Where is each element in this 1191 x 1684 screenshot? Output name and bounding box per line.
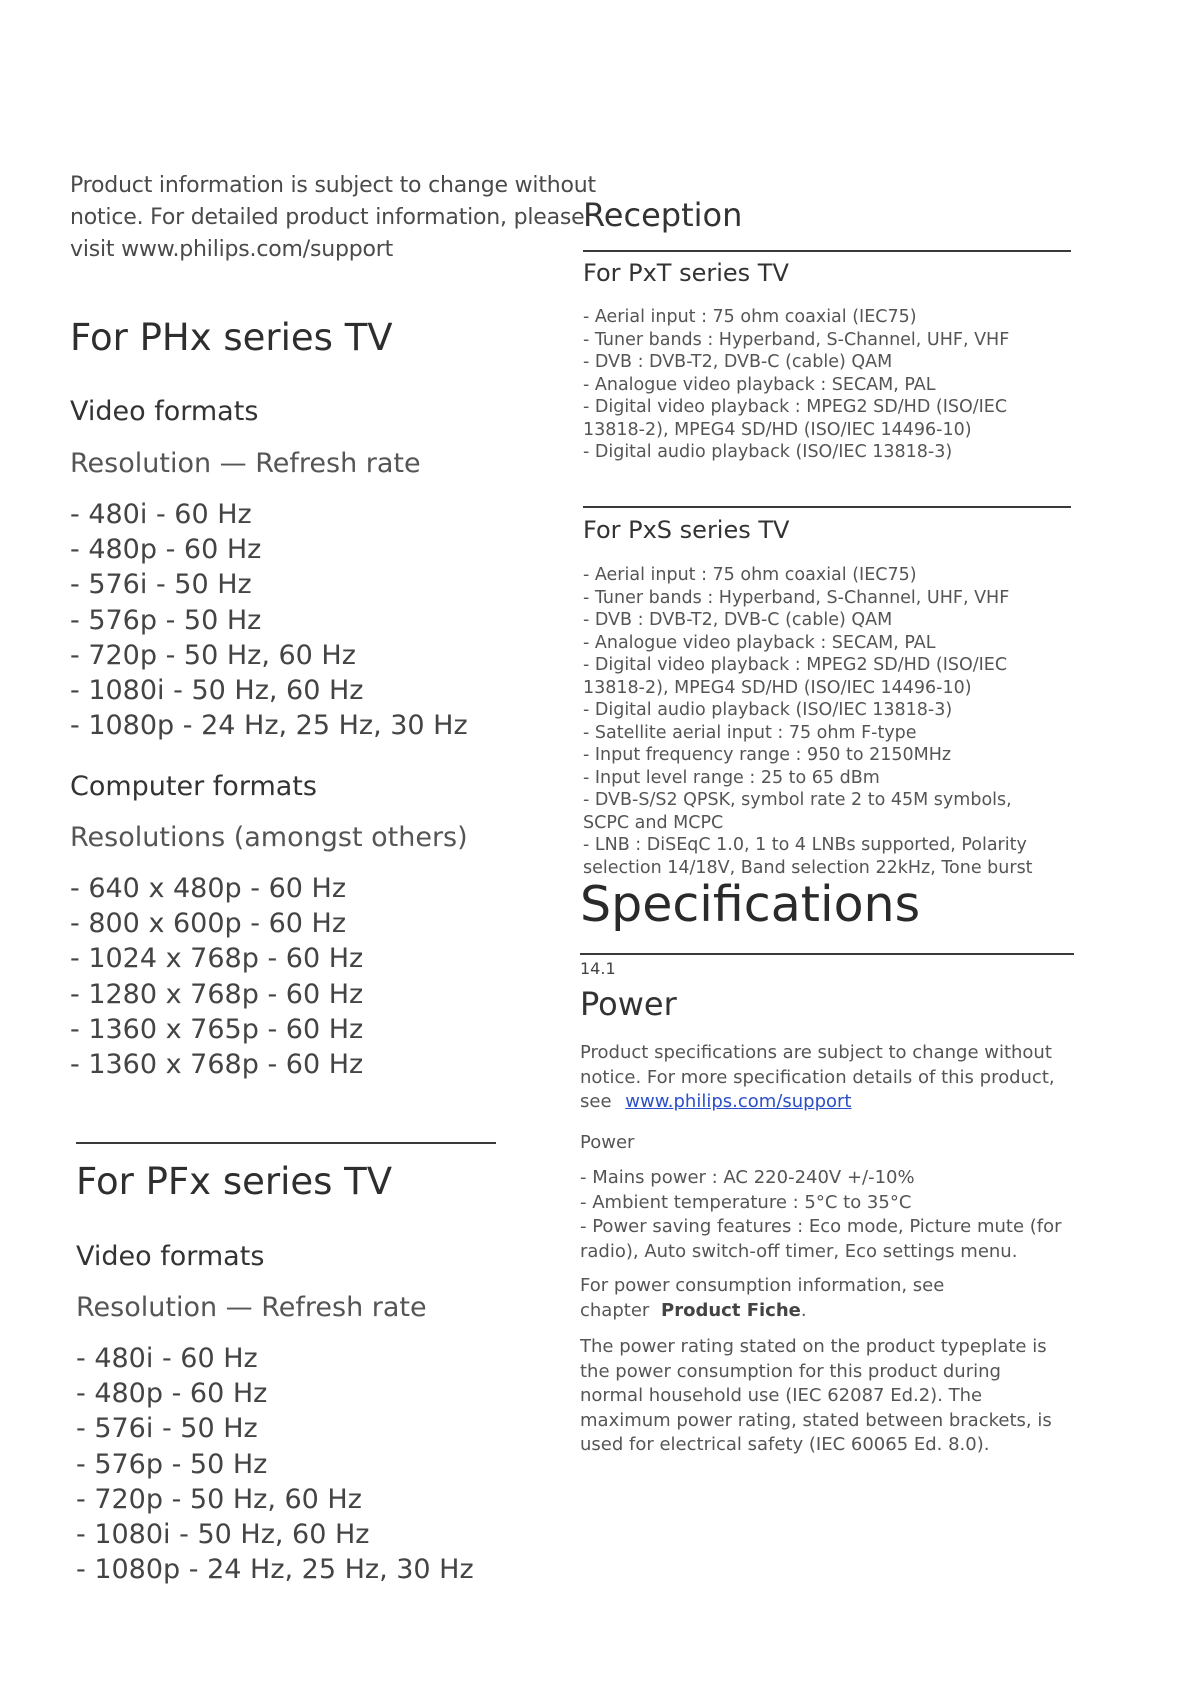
intro-line: Product information is subject to change without [70,173,596,198]
divider [583,250,1071,252]
section-number: 14.1 [580,959,616,978]
product-fiche-reference[interactable]: Product Fiche [661,1299,801,1321]
divider [580,953,1074,955]
list-item: - 1080p - 24 Hz, 25 Hz, 30 Hz [76,1554,474,1586]
phx-computer-subheading: Resolutions (amongst others) [70,822,468,853]
list-item: - DVB : DVB-T2, DVB-C (cable) QAM [583,352,893,372]
list-item: - 576p - 50 Hz [70,604,262,636]
paragraph-line: used for electrical safety (IEC 60065 Ed. 8.0). [580,1434,990,1455]
list-item: - 640 x 480p - 60 Hz [70,873,346,904]
list-item: - 800 x 600p - 60 Hz [70,908,346,940]
list-item: - 1024 x 768p - 60 Hz [70,943,364,975]
list-item: - 1080i - 50 Hz, 60 Hz [76,1519,370,1551]
pfx-video-list [76,1341,474,1587]
list-item: - LNB : DiSEqC 1.0, 1 to 4 LNBs supported, Polarity [583,835,1027,855]
pxs-title: For PxS series TV [583,516,790,544]
phx-video-subheading: Resolution — Refresh rate [70,448,421,479]
phx-computer-list [70,871,363,1082]
list-item: - 1080i - 50 Hz, 60 Hz [70,675,364,707]
pfx-title: For PFx series TV [76,1160,393,1203]
list-item: - Ambient temperature : 5°C to 35°C [580,1191,912,1213]
list-item: - 480i - 60 Hz [76,1343,258,1374]
power-list [580,1166,1062,1264]
chapter-text: chapter [580,1299,650,1321]
divider [583,506,1071,508]
list-item: radio), Auto switch-off timer, Eco settings menu. [580,1240,1018,1262]
divider [76,1142,496,1144]
power-rating-text [580,1335,1052,1458]
paragraph-line: notice. For more specification details of this product, [580,1066,1055,1088]
list-item: - Input level range : 25 to 65 dBm [583,767,880,788]
reception-title: Reception [583,196,743,234]
list-item: - 480p - 60 Hz [70,534,262,566]
power-intro [580,1041,1055,1115]
phx-title: For PHx series TV [70,316,393,359]
list-item: - Digital video playback : MPEG2 SD/HD (ISO/IEC [583,655,1008,675]
list-item: - Digital video playback : MPEG2 SD/HD (ISO/IEC [583,397,1008,417]
list-item: selection 14/18V, Band selection 22kHz, Tone burst [583,857,1033,878]
phx-computer-heading: Computer formats [70,771,317,802]
list-item: - Aerial input : 75 ohm coaxial (IEC75) [583,307,917,327]
paragraph-line: maximum power rating, stated between brackets, is [580,1409,1052,1431]
consumption-text [580,1274,944,1323]
list-item: - 720p - 50 Hz, 60 Hz [76,1483,362,1515]
list-item: - 480i - 60 Hz [70,499,252,530]
list-item: - Input frequency range : 950 to 2150MHz [583,745,952,765]
list-item: - Digital audio playback (ISO/IEC 13818-3) [583,700,953,720]
support-link[interactable]: www.philips.com/support [625,1091,852,1112]
list-item: - 1080p - 24 Hz, 25 Hz, 30 Hz [70,710,468,742]
list-item: 13818-2), MPEG4 SD/HD (ISO/IEC 14496-10) [583,677,972,698]
pfx-video-heading: Video formats [76,1241,265,1272]
phx-video-heading: Video formats [70,396,259,427]
list-item: - Tuner bands : Hyperband, S-Channel, UHF, VHF [583,329,1010,350]
paragraph-line: For power consumption information, see [580,1275,945,1296]
list-item: - Digital audio playback (ISO/IEC 13818-3) [583,442,953,462]
list-item: - 1280 x 768p - 60 Hz [70,978,364,1010]
list-item: - Satellite aerial input : 75 ohm F-type [583,722,917,743]
list-item: - Analogue video playback : SECAM, PAL [583,632,936,653]
pxs-list [583,564,1033,879]
list-item: - DVB-S/S2 QPSK, symbol rate 2 to 45M symbols, [583,790,1012,810]
list-item: - 576i - 50 Hz [70,569,252,601]
specifications-title: Specifications [580,876,921,933]
pfx-video-subheading: Resolution — Refresh rate [76,1292,427,1323]
list-item: 13818-2), MPEG4 SD/HD (ISO/IEC 14496-10) [583,419,972,440]
period: . [800,1299,807,1321]
list-item: - 576i - 50 Hz [76,1413,258,1445]
list-item: - 480p - 60 Hz [76,1378,268,1410]
power-title: Power [580,985,677,1023]
paragraph-line: normal household use (IEC 62087 Ed.2). The [580,1385,983,1406]
list-item: - Analogue video playback : SECAM, PAL [583,374,936,395]
phx-video-list [70,497,468,743]
paragraph-line: Product specifications are subject to change without [580,1042,1052,1063]
intro-line: visit www.philips.com/support [70,237,394,262]
intro-line: notice. For detailed product information, please [70,205,585,230]
list-item: - DVB : DVB-T2, DVB-C (cable) QAM [583,610,893,630]
paragraph-line: The power rating stated on the product typeplate is [580,1336,1047,1357]
intro-text [70,170,596,266]
power-label: Power [580,1132,635,1153]
pxt-list [583,306,1009,464]
see-text: see [580,1091,612,1112]
list-item: - Aerial input : 75 ohm coaxial (IEC75) [583,565,917,585]
list-item: - 1360 x 768p - 60 Hz [70,1049,364,1081]
paragraph-line [580,1090,1055,1115]
paragraph-line: the power consumption for this product during [580,1360,1001,1382]
list-item: - 720p - 50 Hz, 60 Hz [70,639,356,671]
list-item: - 1360 x 765p - 60 Hz [70,1013,364,1045]
list-item: - 576p - 50 Hz [76,1448,268,1480]
list-item: SCPC and MCPC [583,812,724,833]
list-item: - Power saving features : Eco mode, Picture mute (for [580,1216,1062,1237]
list-item: - Mains power : AC 220-240V +/-10% [580,1167,915,1188]
pxt-title: For PxT series TV [583,259,789,287]
list-item: - Tuner bands : Hyperband, S-Channel, UHF, VHF [583,587,1010,608]
paragraph-line [580,1299,944,1324]
